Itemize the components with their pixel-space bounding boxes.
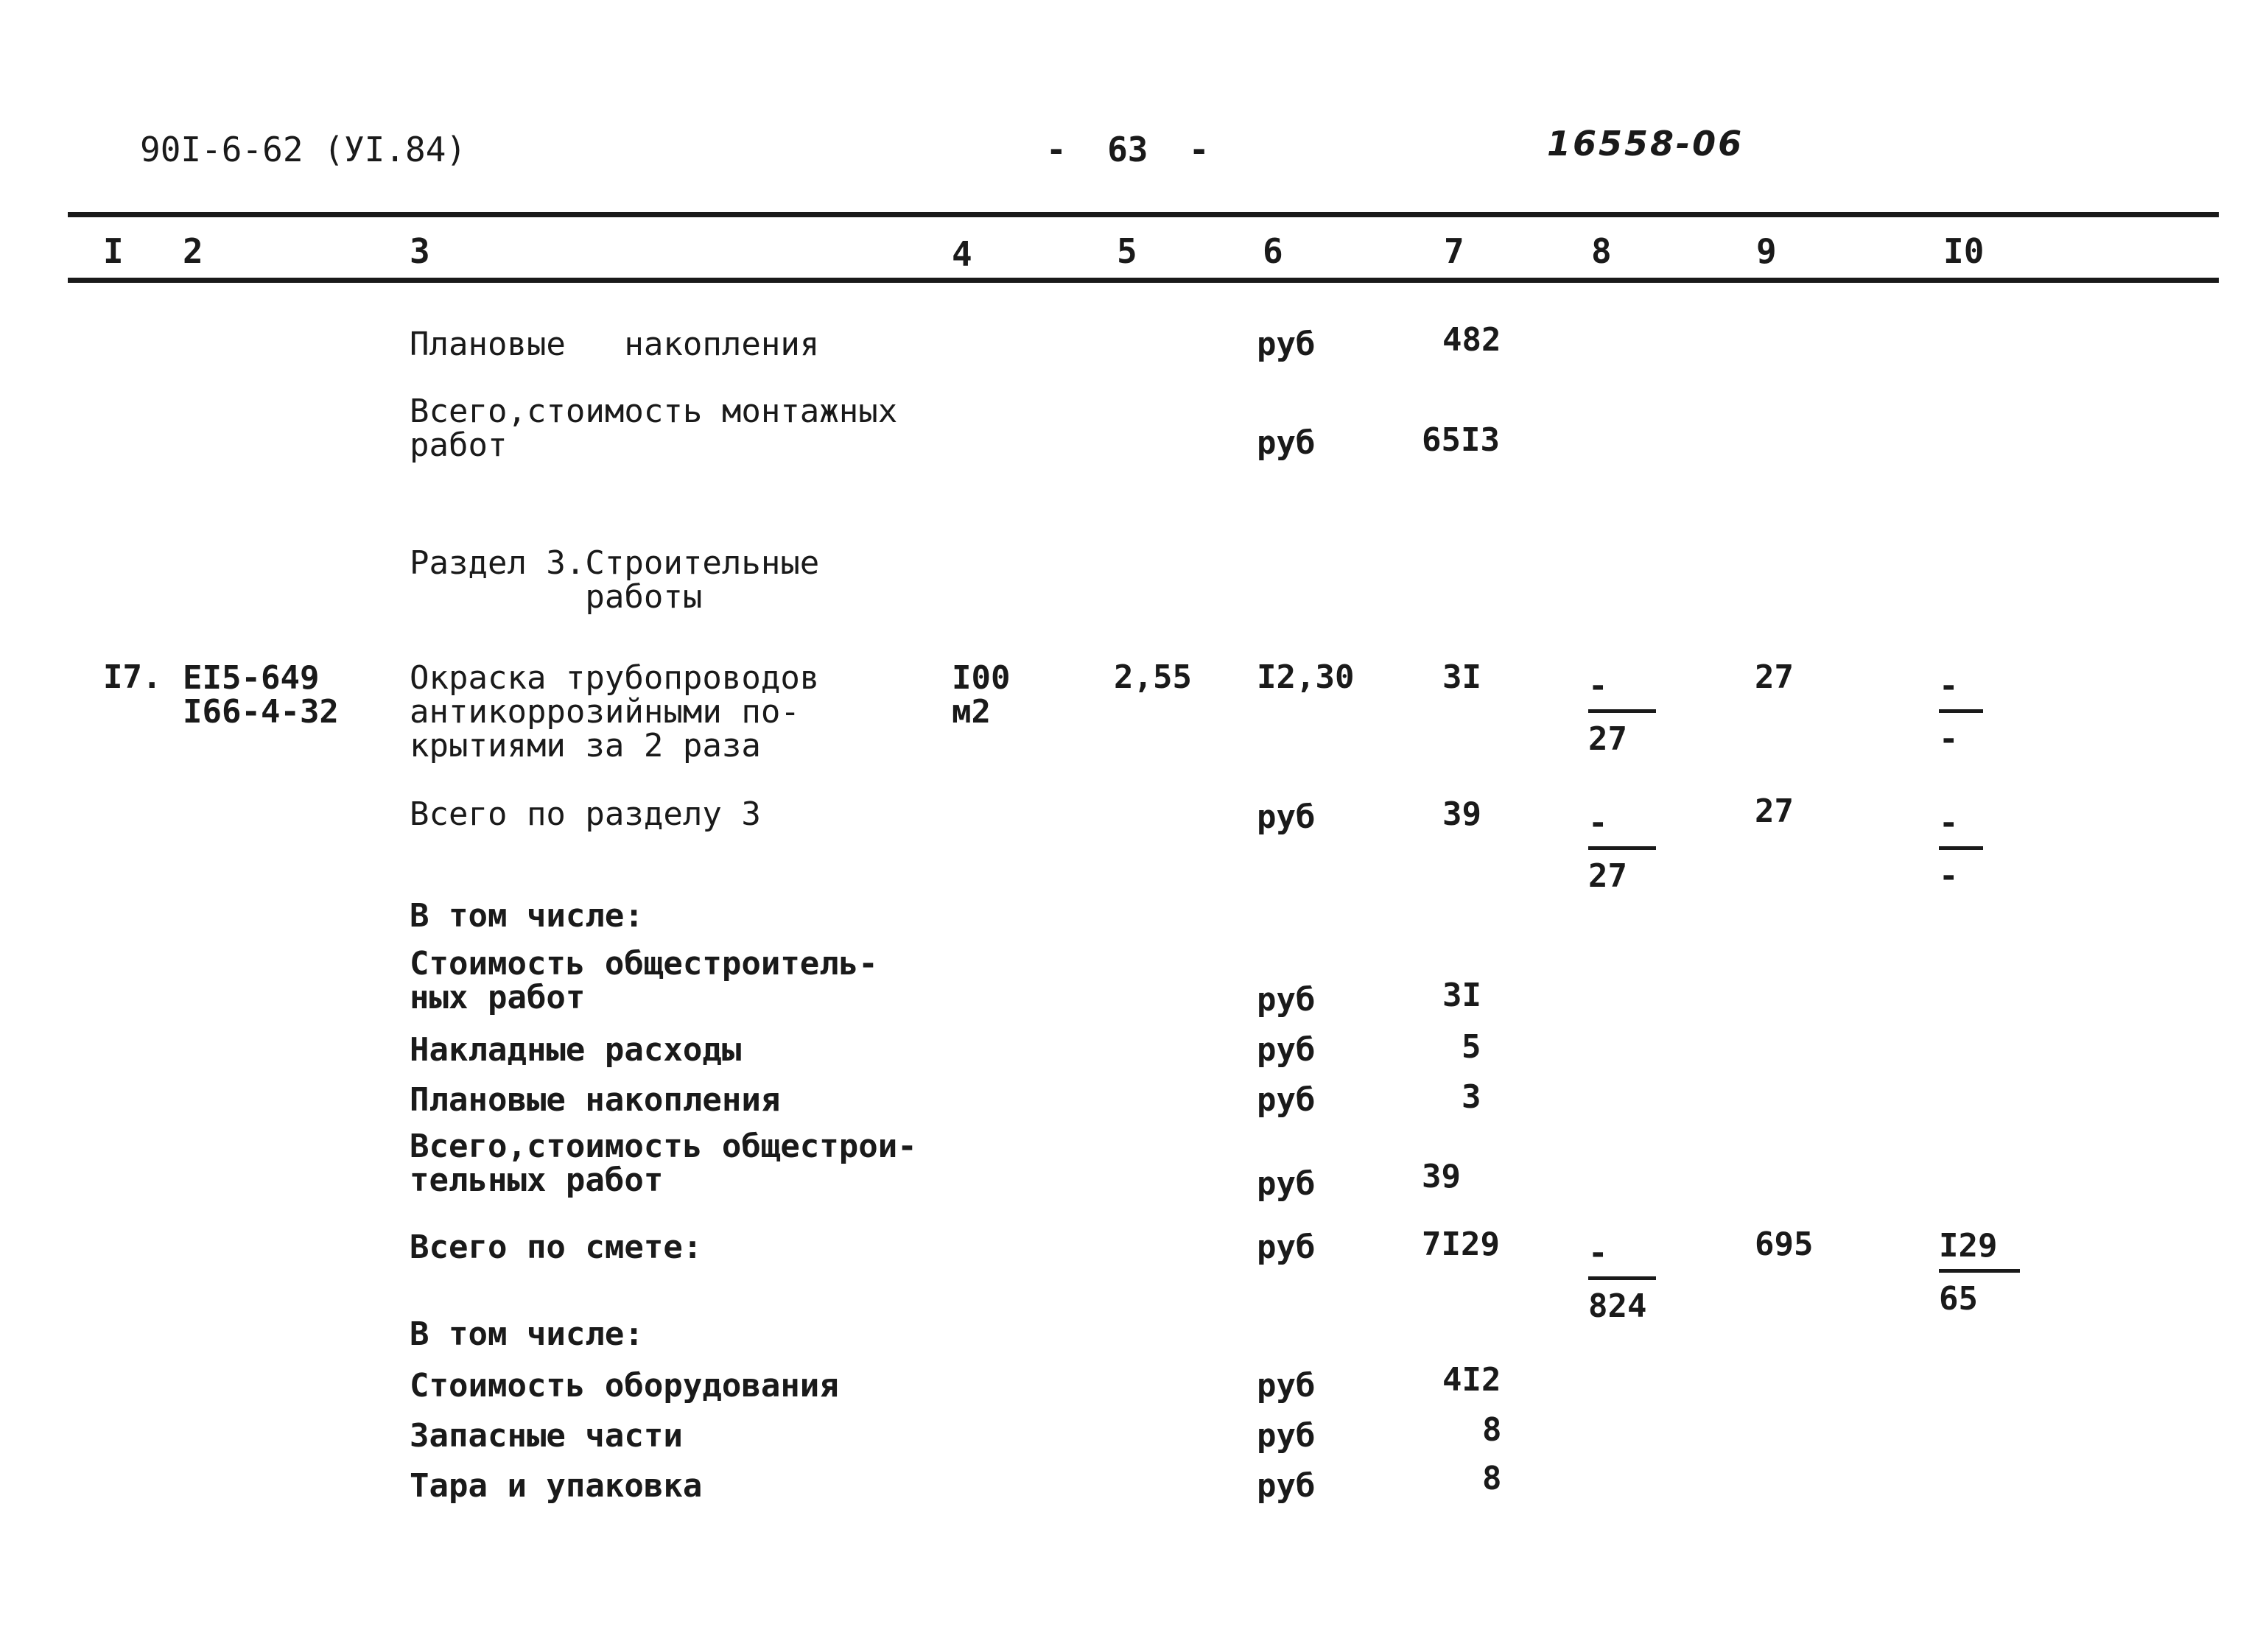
plan-savings-2-total: 3 bbox=[1462, 1078, 1481, 1116]
fraction-top: - bbox=[1588, 804, 1608, 842]
including-label-1: В том числе: bbox=[410, 897, 644, 935]
item-17-unit-price: 2,55 bbox=[1114, 658, 1192, 696]
section-3-col8-fraction bbox=[1588, 804, 1656, 895]
item-17-col8-fraction bbox=[1588, 667, 1656, 758]
estimate-total-label: Всего по смете: bbox=[410, 1229, 703, 1266]
spare-parts-total: 8 bbox=[1482, 1411, 1502, 1449]
col-header-10: I0 bbox=[1943, 231, 1985, 271]
spare-parts-label: Запасные части bbox=[410, 1417, 683, 1455]
document-code: 90I-6-62 (УI.84) bbox=[140, 130, 467, 169]
item-17-col10-fraction bbox=[1939, 667, 1983, 758]
plan-savings-2-unit: руб bbox=[1257, 1081, 1316, 1119]
col-header-3: 3 bbox=[410, 231, 430, 271]
col-header-4: 4 bbox=[952, 234, 972, 274]
general-construction-label: Стоимость общестроитель- ных работ bbox=[410, 945, 878, 1016]
estimate-col10-fraction bbox=[1939, 1227, 2020, 1318]
equipment-label: Стоимость оборудования bbox=[410, 1367, 839, 1405]
item-17-name: Окраска трубопроводов антикоррозийными по- крытиями за 2 раза bbox=[410, 659, 820, 765]
packaging-total: 8 bbox=[1482, 1460, 1502, 1497]
table-top-rule bbox=[68, 212, 2219, 217]
plan-savings-unit: руб bbox=[1257, 326, 1316, 363]
item-17-quantity: I00 м2 bbox=[952, 659, 1011, 731]
fraction-top: - bbox=[1939, 804, 1959, 842]
fraction-bottom: 27 bbox=[1588, 720, 1627, 758]
fraction-bottom: - bbox=[1939, 857, 1959, 895]
item-17-number: I7. bbox=[103, 658, 162, 696]
fraction-bar bbox=[1588, 1276, 1656, 1280]
item-17-col6: I2,30 bbox=[1257, 658, 1355, 696]
total-install-unit: руб bbox=[1257, 424, 1316, 462]
equipment-total: 4I2 bbox=[1442, 1361, 1501, 1399]
fraction-bar bbox=[1939, 846, 1983, 850]
fraction-bottom: - bbox=[1939, 720, 1959, 758]
item-17-col9: 27 bbox=[1755, 658, 1794, 696]
col-header-5: 5 bbox=[1117, 231, 1137, 271]
overhead-label: Накладные расходы bbox=[410, 1031, 742, 1069]
packaging-unit: руб bbox=[1257, 1467, 1316, 1505]
section-3-col10-fraction bbox=[1939, 804, 1983, 895]
fraction-top: - bbox=[1588, 1234, 1608, 1272]
col-header-7: 7 bbox=[1444, 231, 1464, 271]
estimate-col8-fraction bbox=[1588, 1234, 1656, 1325]
table-header-bottom-rule bbox=[68, 278, 2219, 283]
estimate-total-unit: руб bbox=[1257, 1229, 1316, 1266]
total-install-label: Всего,стоимость монтажных работ bbox=[410, 393, 898, 464]
plan-savings-total: 482 bbox=[1442, 321, 1501, 359]
section-3-title: Раздел 3.Строительные работы bbox=[410, 544, 820, 616]
col-header-9: 9 bbox=[1756, 231, 1777, 271]
col-header-1: I bbox=[103, 231, 124, 271]
fraction-top: - bbox=[1939, 667, 1959, 705]
estimate-total-value: 7I29 bbox=[1422, 1226, 1500, 1263]
section-3-total-unit: руб bbox=[1257, 798, 1316, 836]
section-3-col9: 27 bbox=[1755, 792, 1794, 830]
section-3-total-value: 39 bbox=[1442, 795, 1481, 833]
fraction-bottom: 824 bbox=[1588, 1287, 1647, 1325]
packaging-label: Тара и упаковка bbox=[410, 1467, 703, 1505]
total-general-unit: руб bbox=[1257, 1165, 1316, 1203]
plan-savings-label: Плановые накопления bbox=[410, 326, 820, 363]
total-install-total: 65I3 bbox=[1422, 421, 1500, 459]
fraction-bottom: 65 bbox=[1939, 1280, 1978, 1318]
general-construction-total: 3I bbox=[1442, 977, 1481, 1014]
col-header-6: 6 bbox=[1263, 231, 1283, 271]
fraction-bar bbox=[1939, 1269, 2020, 1273]
fraction-bar bbox=[1588, 846, 1656, 850]
general-construction-unit: руб bbox=[1257, 981, 1316, 1019]
estimate-col9: 695 bbox=[1755, 1226, 1814, 1263]
overhead-unit: руб bbox=[1257, 1031, 1316, 1069]
total-general-total: 39 bbox=[1422, 1158, 1461, 1195]
total-general-label: Всего,стоимость общестрои- тельных работ bbox=[410, 1128, 917, 1199]
col-header-8: 8 bbox=[1591, 231, 1612, 271]
item-17-code: EI5-649 I66-4-32 bbox=[183, 659, 339, 731]
fraction-bar bbox=[1939, 709, 1983, 713]
fraction-top: I29 bbox=[1939, 1227, 1998, 1265]
fraction-bar bbox=[1588, 709, 1656, 713]
equipment-unit: руб bbox=[1257, 1367, 1316, 1405]
overhead-total: 5 bbox=[1462, 1028, 1481, 1066]
item-17-total: 3I bbox=[1442, 658, 1481, 696]
section-3-total-label: Всего по разделу 3 bbox=[410, 795, 761, 833]
spare-parts-unit: руб bbox=[1257, 1417, 1316, 1455]
fraction-top: - bbox=[1588, 667, 1608, 705]
fraction-bottom: 27 bbox=[1588, 857, 1627, 895]
page-number: - 63 - bbox=[1046, 130, 1210, 169]
including-label-2: В том числе: bbox=[410, 1315, 644, 1353]
plan-savings-2-label: Плановые накопления bbox=[410, 1081, 781, 1119]
archive-number: 16558-06 bbox=[1547, 124, 1744, 164]
col-header-2: 2 bbox=[183, 231, 203, 271]
